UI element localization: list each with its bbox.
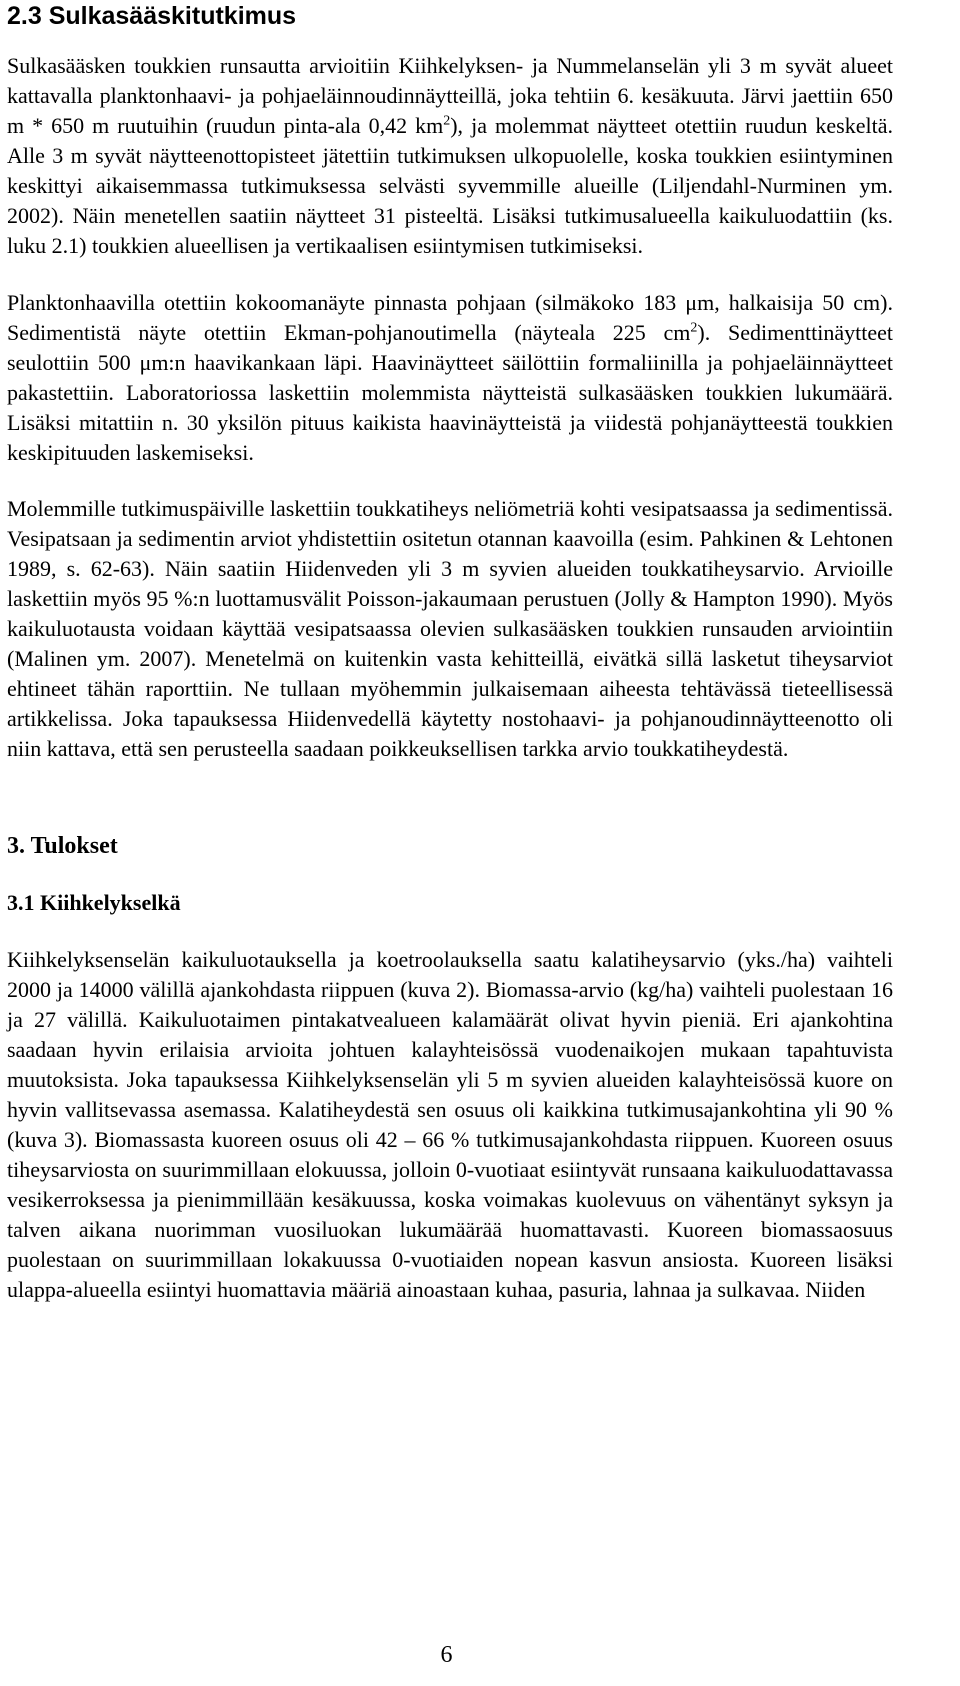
paragraph-text: ). Sedimenttinäytteet seulottiin 500 μm:n haavikankaan läpi. Haavinäytteet säilöttiin formaliinilla ja pohjaeläinnäytteet pakastettiin. Laboratoriossa laskettiin molemmista näytteistä sulkasääsken toukkien lukumäärä. Lisäksi mitattiin n. 30 yksilön pituus kaikista haavinäytteistä ja viidestä pohjanäytteestä toukkien keskipituuden laskemiseksi. [7, 320, 893, 465]
paragraph-text: Planktonhaavilla otettiin kokoomanäyte pinnasta pohjaan (silmäkoko 183 μm, halkaisija 50 cm). Sedimentistä näyte otettiin Ekman-pohjanoutimella (näyteala 225 cm [7, 290, 893, 345]
superscript: 2 [690, 320, 698, 336]
superscript: 2 [443, 113, 451, 129]
section-heading: 2.3 Sulkasääskitutkimus [7, 2, 297, 30]
document-page [7, 0, 893, 1305]
paragraph-text: ), ja molemmat näytteet otettiin ruudun keskeltä. Alle 3 m syvät näytteenottopisteet jätettiin tutkimuksen ulkopuolelle, koska toukkien esiintyminen keskittyi aikaisemmassa tutkimuksessa selvästi syvemmille alueille (Liljendahl-Nurminen ym. 2002). Näin menetellen saatiin näytteet 31 pisteeltä. Lisäksi tutkimusalueella kaikuluodattiin (ks. luku 2.1) toukkien alueellisen ja vertikaalisen esiintymisen tutkimiseksi. [7, 113, 893, 258]
paragraph [7, 288, 893, 468]
paragraph [7, 51, 893, 261]
subsection-heading: 3.1 Kiihkelykselkä [7, 890, 181, 915]
paragraph: Kiihkelyksenselän kaikuluotauksella ja koetroolauksella saatu kalatiheysarvio (yks./ha) vaihteli 2000 ja 14000 välillä ajankohdasta riippuen (kuva 2). Biomassa-arvio (kg/ha) vaihteli puolestaan 16 ja 27 välillä. Kaikuluotaimen pintakatvealueen kalamäärät olivat hyvin pieniä. Eri ajankohtina saadaan hyvin erilaisia arvioita johtuen kalayhteisössä vuodenaikojen mukaan tapahtuvista muutoksista. Joka tapauksessa Kiihkelyksenselän yli 5 m syvien alueiden kalayhteisössä kuore on hyvin vallitsevassa asemassa. Kalatiheydestä sen osuus oli kaikkina tutkimusajankohtina yli 90 % (kuva 3). Biomassasta kuoreen osuus oli 42 – 66 % tutkimusajankohdasta riippuen. Kuoreen osuus tiheysarviosta on suurimmillaan elokuussa, jolloin 0-vuotiaat esiintyvät runsaana kaikuluodattavassa vesikerroksessa ja pienimmillään kesäkuussa, koska voimakas kuolevuus on vähentänyt syksyn ja talven aikana nuorimman vuosiluokan lukumäärää huomattavasti. Kuoreen biomassaosuus puolestaan on suurimmillaan lokakuussa 0-vuotiaiden nopean kasvun ansiosta. Kuoreen lisäksi ulappa-alueella esiintyi huomattavia määriä ainoastaan kuhaa, pasuria, lahnaa ja sulkavaa. Niiden [7, 947, 893, 1302]
chapter-heading: 3. Tulokset [7, 833, 118, 859]
page-number: 6 [440, 1642, 453, 1668]
paragraph: Molemmille tutkimuspäiville laskettiin toukkatiheys neliömetriä kohti vesipatsaassa ja sedimentissä. Vesipatsaan ja sedimentin arviot yhdistettiin ositetun otannan kaavoilla (esim. Pahkinen & Lehtonen 1989, s. 62-63). Näin saatiin Hiidenveden yli 3 m syvien alueiden toukkatiheysarvio. Arvioille laskettiin myös 95 %:n luottamusvälit Poisson-jakaumaan perustuen (Jolly & Hampton 1990). Myös kaikuluotausta voidaan käyttää vesipatsaassa olevien sulkasääsken toukkien runsauden arviointiin (Malinen ym. 2007). Menetelmä on kuitenkin vasta kehitteillä, eivätkä sillä lasketut tiheysarviot ehtineet tähän raporttiin. Ne tullaan myöhemmin julkaisemaan aiheesta tehtävässä tieteellisessä artikkelissa. Joka tapauksessa Hiidenvedellä käytetty nostohaavi- ja pohjanoudinnäytteenotto oli niin kattava, että sen perusteella saadaan poikkeuksellisen tarkka arvio toukkatiheydestä. [7, 496, 893, 761]
paragraph-text: Sulkasääsken toukkien runsautta arvioitiin Kiihkelyksen- ja Nummelanselän yli 3 m syvät alueet kattavalla planktonhaavi- ja pohjaeläinnoudinnäytteillä, joka tehtiin 6. kesäkuuta. Järvi jaettiin 650 m * 650 m ruutuihin (ruudun pinta-ala 0,42 km [7, 53, 893, 138]
